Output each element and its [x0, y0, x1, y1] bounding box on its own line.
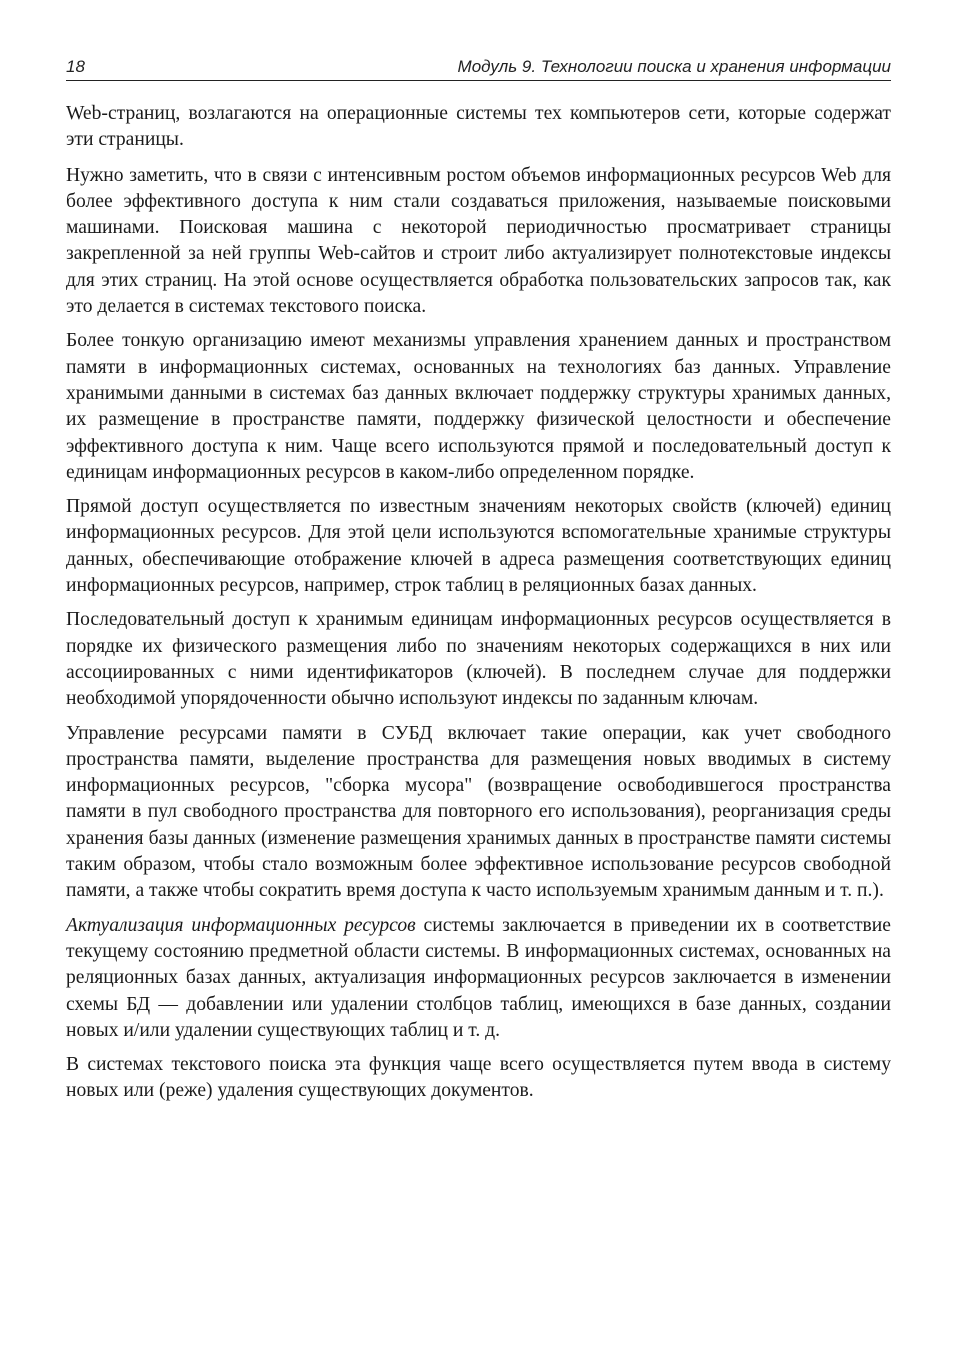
paragraph-7	[66, 913, 891, 1044]
chapter-title: Модуль 9. Технологии поиска и хранения информации	[457, 57, 891, 76]
book-page	[66, 50, 891, 1113]
running-header	[66, 50, 891, 81]
paragraph-2: Нужно заметить, что в связи с интенсивным ростом объемов информационных ресурсов Web для более эффективного доступа к ним стали создаваться приложения, называемые поисковыми машинами. Поисковая машина с некоторой периодичностью просматривает страницы закрепленной за ней группы Web-сайтов и строит либо актуализирует полнотекстовые индексы для этих страниц. На этой основе осуществляется обработка пользовательских запросов так, как это делается в системах текстового поиска.	[66, 164, 891, 318]
paragraph-7-text: системы заключается в приведении их в соответствие текущему состоянию предметной области системы. В информационных системах, основанных на реляционных базах данных, актуализация информационных ресурсов заключается в изменении схемы БД — добавлении или удалении столбцов таблиц, имеющихся в базе данных, создании новых и/или удалении существующих таблиц и т. д.	[66, 914, 891, 1041]
page-number: 18	[66, 57, 85, 76]
paragraph-6: Управление ресурсами памяти в СУБД включает такие операции, как учет свободного пространства памяти, выделение пространства для размещения новых вводимых в систему информационных ресурсов, "сборка мусора" (возвращение освободившегося пространства памяти в пул свободного пространства для повторного его использования), реорганизация среды хранения базы данных (изменение размещения хранимых данных в пространстве памяти системы таким образом, чтобы стало возможным более эффективное использование ресурсов свободной памяти, а также чтобы сократить время доступа к часто используемым хранимым данным и т. п.).	[66, 722, 891, 902]
paragraph-1: Web-страниц, возлагаются на операционные системы тех компьютеров сети, которые содержат эти страницы.	[66, 103, 891, 151]
paragraph-8: В системах текстового поиска эта функция чаще всего осуществляется путем ввода в систему новых или (реже) удаления существующих документов.	[66, 1054, 891, 1102]
term-emphasis: Актуализация информационных ресурсов	[66, 914, 416, 936]
paragraph-3: Более тонкую организацию имеют механизмы управления хранением данных и пространством памяти в информационных системах, основанных на технологиях баз данных. Управление хранимыми данными в системах баз данных включает поддержку структуры хранимых данных, их размещение в пространстве памяти, поддержку физической целостности и обеспечение эффективного доступа к ним. Чаще всего используются прямой и последовательный доступ к единицам информационных ресурсов в каком-либо определенном порядке.	[66, 330, 891, 483]
body-text	[66, 101, 891, 1105]
paragraph-5: Последовательный доступ к хранимым единицам информационных ресурсов осуществляется в порядке их физического размещения либо по значениям некоторых содержащихся в них или ассоциированных с ними идентификаторов (ключей). В последнем случае для поддержки необходимой упорядоченности обычно используют индексы по заданным ключам.	[66, 609, 891, 710]
paragraph-4: Прямой доступ осуществляется по известным значениям некоторых свойств (ключей) единиц информационных ресурсов. Для этой цели используются вспомогательные хранимые структуры данных, обеспечивающие отображение ключей в адреса размещения соответствующих единиц информационных ресурсов, например, строк таблиц в реляционных базах данных.	[66, 496, 891, 597]
